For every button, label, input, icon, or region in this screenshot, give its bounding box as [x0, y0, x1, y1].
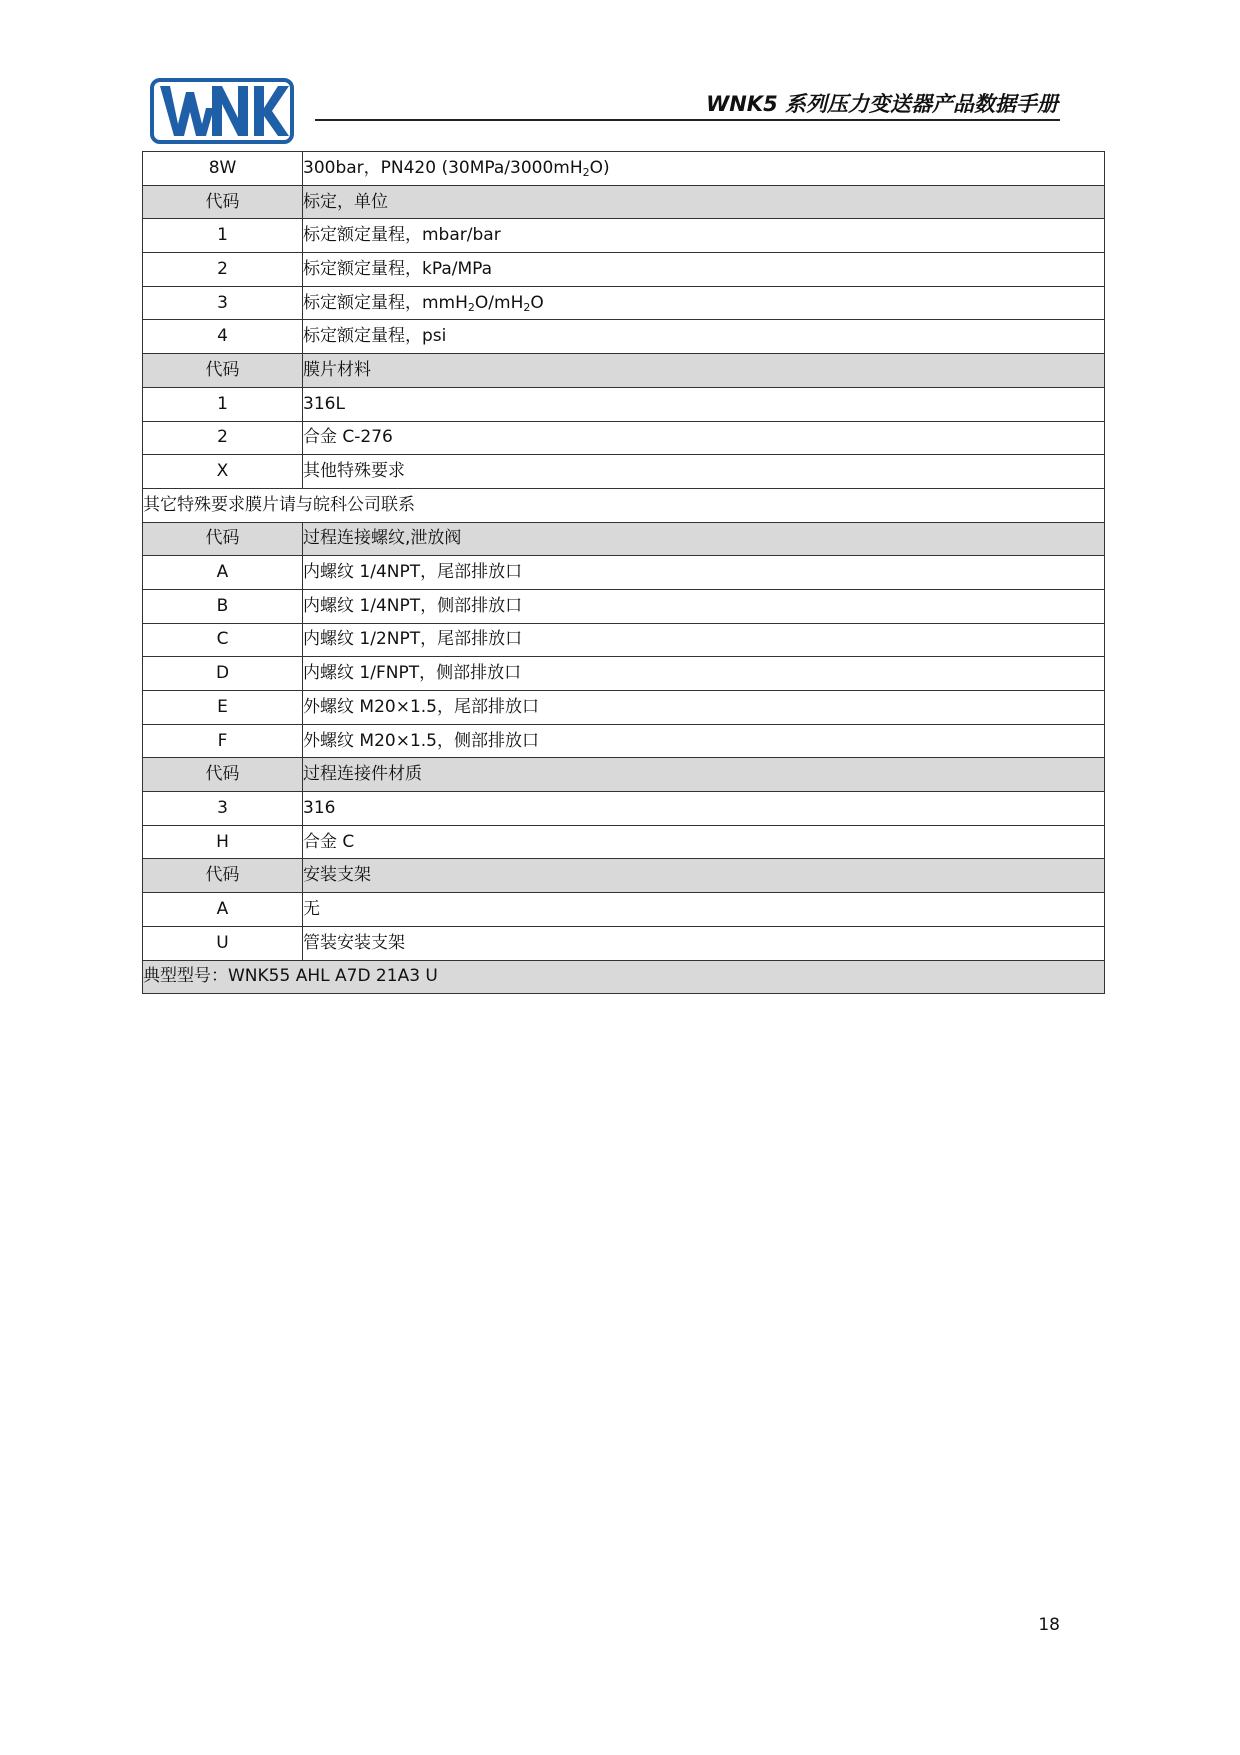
typical-model: 典型型号：WNK55 AHL A7D 21A3 U — [143, 960, 1105, 994]
section-header-row — [143, 859, 1105, 893]
code-cell: F — [143, 724, 303, 758]
code-cell: 1 — [143, 387, 303, 421]
code-cell: 2 — [143, 421, 303, 455]
table-row — [143, 893, 1105, 927]
section-header-row — [143, 354, 1105, 388]
table-row — [143, 286, 1105, 320]
page-number: 18 — [1038, 1615, 1060, 1635]
desc-cell: 内螺纹 1/4NPT，尾部排放口 — [303, 556, 1105, 590]
table-row — [143, 589, 1105, 623]
typical-model-row — [143, 960, 1105, 994]
code-header: 代码 — [143, 758, 303, 792]
header-rule — [315, 119, 1060, 121]
code-cell: 1 — [143, 219, 303, 253]
table-row — [143, 219, 1105, 253]
code-cell: B — [143, 589, 303, 623]
section-header-row — [143, 522, 1105, 556]
desc-cell: 合金 C-276 — [303, 421, 1105, 455]
section-header-row — [143, 758, 1105, 792]
desc-cell: 外螺纹 M20×1.5，侧部排放口 — [303, 724, 1105, 758]
section-title: 膜片材料 — [303, 354, 1105, 388]
desc-cell: 标定额定量程，psi — [303, 320, 1105, 354]
code-cell: X — [143, 455, 303, 489]
desc-cell: 316L — [303, 387, 1105, 421]
note-row — [143, 488, 1105, 522]
table-row — [143, 421, 1105, 455]
wnk-logo — [150, 78, 294, 144]
desc-cell: 316 — [303, 792, 1105, 826]
code-cell: D — [143, 657, 303, 691]
code-header: 代码 — [143, 354, 303, 388]
specification-table — [142, 151, 1105, 994]
desc-cell: 管装安装支架 — [303, 926, 1105, 960]
table-row — [143, 724, 1105, 758]
desc-cell: 标定额定量程，mbar/bar — [303, 219, 1105, 253]
table-row — [143, 926, 1105, 960]
table-row — [143, 152, 1105, 186]
desc-cell: 标定额定量程，kPa/MPa — [303, 253, 1105, 287]
section-title: 安装支架 — [303, 859, 1105, 893]
table-row — [143, 556, 1105, 590]
code-cell: A — [143, 556, 303, 590]
desc-cell: 300bar，PN420 $(30MPa/3000mH_2O)$ — [303, 152, 1105, 186]
section-header-row — [143, 185, 1105, 219]
desc-cell: 无 — [303, 893, 1105, 927]
document-title: WNK5 系列压力变送器产品数据手册 — [706, 92, 1058, 116]
code-header: 代码 — [143, 859, 303, 893]
table-row — [143, 320, 1105, 354]
code-cell: C — [143, 623, 303, 657]
code-cell: 3 — [143, 286, 303, 320]
desc-cell: 外螺纹 M20×1.5，尾部排放口 — [303, 691, 1105, 725]
desc-cell: 内螺纹 1/FNPT，侧部排放口 — [303, 657, 1105, 691]
section-title: 过程连接螺纹,泄放阀 — [303, 522, 1105, 556]
table-row — [143, 825, 1105, 859]
desc-cell: 内螺纹 1/4NPT，侧部排放口 — [303, 589, 1105, 623]
diaphragm-note: 其它特殊要求膜片请与皖科公司联系 — [143, 488, 1105, 522]
desc-cell: 内螺纹 1/2NPT，尾部排放口 — [303, 623, 1105, 657]
section-title: 标定，单位 — [303, 185, 1105, 219]
table-row — [143, 253, 1105, 287]
code-cell: 2 — [143, 253, 303, 287]
table-row — [143, 691, 1105, 725]
code-header: 代码 — [143, 185, 303, 219]
table-row — [143, 792, 1105, 826]
code-header: 代码 — [143, 522, 303, 556]
desc-cell: 标定额定量程，$mmH_2O/mH_2O$ — [303, 286, 1105, 320]
code-cell: H — [143, 825, 303, 859]
table-row — [143, 455, 1105, 489]
table-row — [143, 623, 1105, 657]
desc-cell: 合金 C — [303, 825, 1105, 859]
code-cell: U — [143, 926, 303, 960]
desc-cell: 其他特殊要求 — [303, 455, 1105, 489]
code-cell: 3 — [143, 792, 303, 826]
code-cell: E — [143, 691, 303, 725]
table-row — [143, 657, 1105, 691]
section-title: 过程连接件材质 — [303, 758, 1105, 792]
table-row — [143, 387, 1105, 421]
code-cell: 8W — [143, 152, 303, 186]
code-cell: 4 — [143, 320, 303, 354]
code-cell: A — [143, 893, 303, 927]
